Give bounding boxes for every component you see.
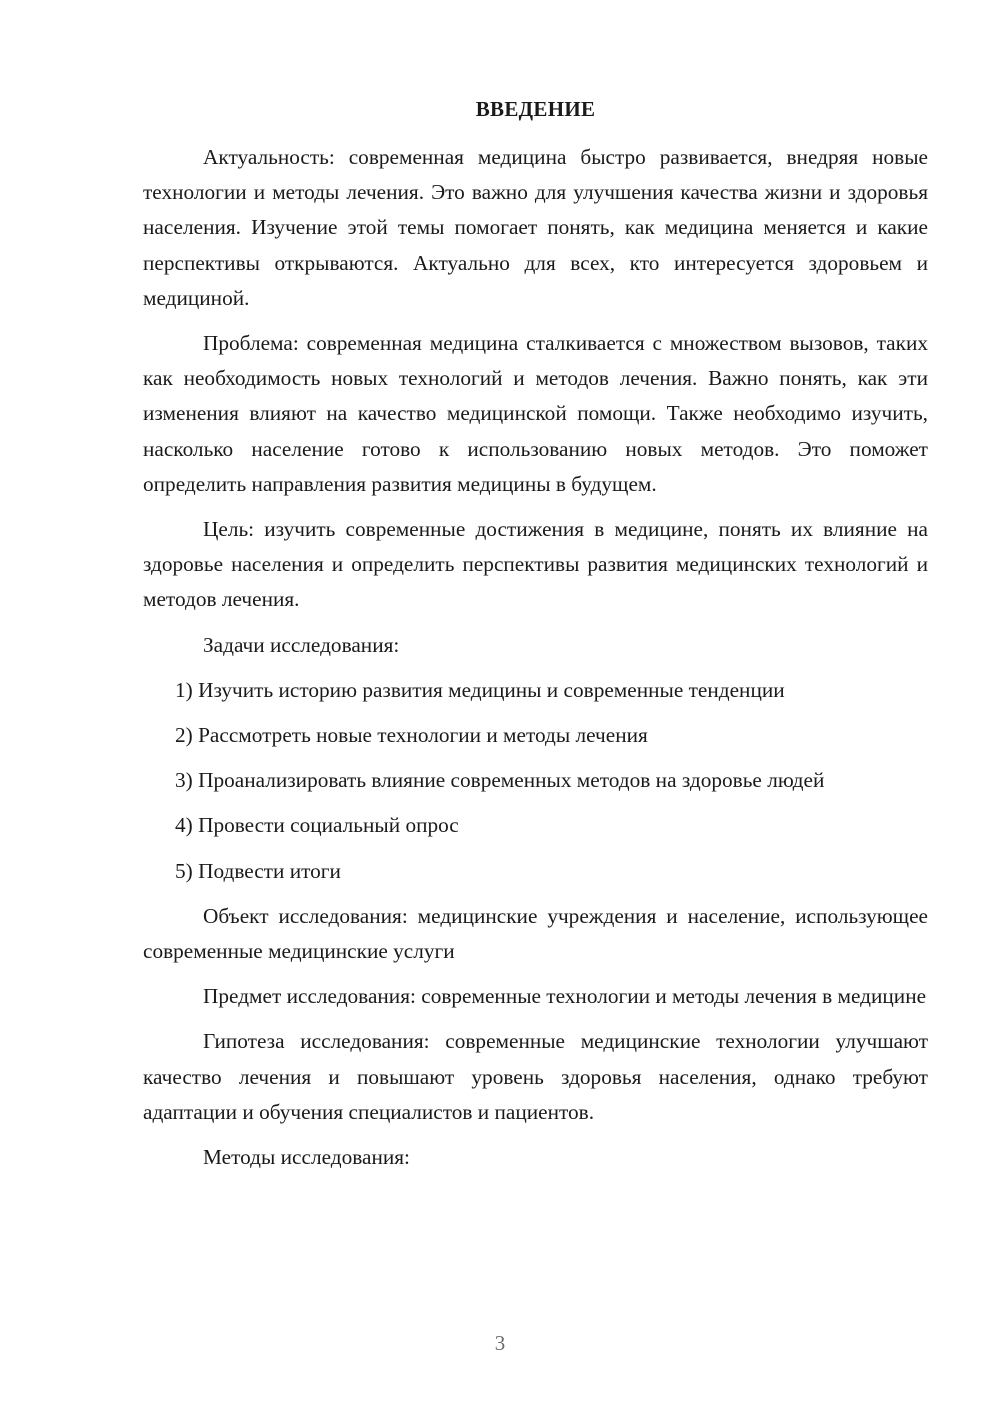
paragraph-tasks-heading: Задачи исследования: <box>203 632 400 657</box>
page-number: 3 <box>494 1331 506 1355</box>
task-item-1: 1) Изучить историю развития медицины и современные тенденции <box>175 677 785 702</box>
paragraph-subject: Предмет исследования: современные технологии и методы лечения в медицине <box>203 984 927 1009</box>
paragraph-methods: Методы исследования: <box>203 1145 410 1170</box>
task-item-2: 2) Рассмотреть новые технологии и методы лечения <box>175 723 648 748</box>
paragraph-goal: Цель: изучить современные достижения в медицине, понять их влияние на здоровье населения и определить перспективы развития медицинских технологий и методов лечения. <box>143 517 928 612</box>
task-item-5: 5) Подвести итоги <box>175 858 341 883</box>
paragraph-object: Объект исследования: медицинские учреждения и население, использующее современные медицинские услуги <box>143 903 928 964</box>
task-item-4: 4) Провести социальный опрос <box>175 813 459 838</box>
section-title: ВВЕДЕНИЕ <box>475 97 596 121</box>
paragraph-problem: Проблема: современная медицина сталкивается с множеством вызовов, таких как необходимость новых технологий и методов лечения. Важно понять, как эти изменения влияют на качество медицинской помощи. Также необходимо изучить, насколько население готово к использованию новых методов. Это поможет определить направления развития медицины в будущем. <box>143 331 928 496</box>
paragraph-relevance: Актуальность: современная медицина быстро развивается, внедряя новые технологии и методы лечения. Это важно для улучшения качества жизни и здоровья населения. Изучение этой темы помогает понять, как медицина меняется и какие перспективы открываются. Актуально для всех, кто интересуется здоровьем и медициной. <box>143 145 928 310</box>
task-item-3: 3) Проанализировать влияние современных методов на здоровье людей <box>175 768 825 793</box>
document-page <box>143 92 928 1185</box>
paragraph-hypothesis: Гипотеза исследования: современные медицинские технологии улучшают качество лечения и повышают уровень здоровья населения, однако требуют адаптации и обучения специалистов и пациентов. <box>143 1029 928 1124</box>
